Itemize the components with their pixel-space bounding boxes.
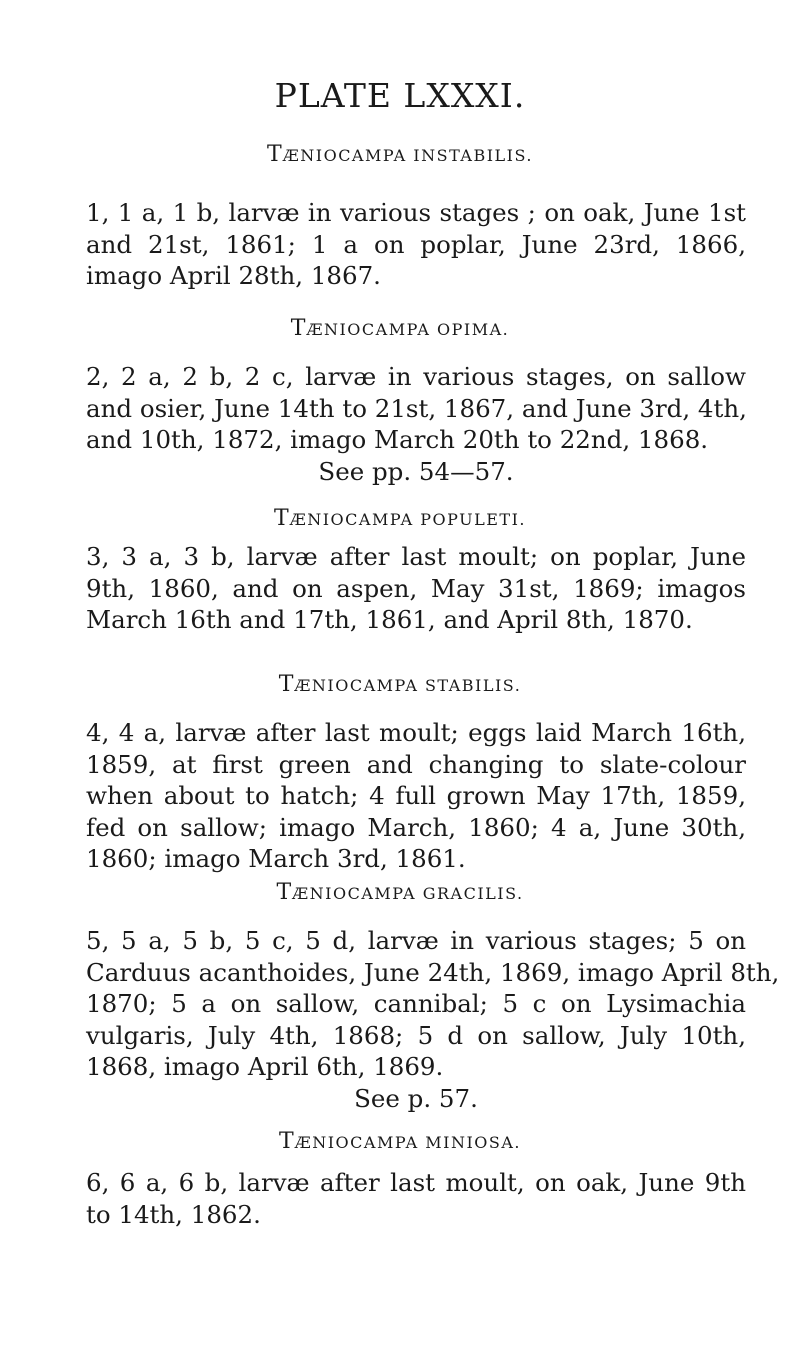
heading-rest: ÆNIOCAMPA POPULETI. [289, 510, 526, 529]
text-line: to 14th, 1862. [86, 1199, 261, 1229]
text-line: 1, 1 a, 1 b, larvæ in various stages ; on oak, June 1st [86, 198, 746, 227]
text-line: when about to hatch; 4 full grown May 17th, 1859, [86, 781, 746, 810]
species-heading-stabilis [0, 670, 800, 701]
species-heading-opima [0, 314, 800, 345]
heading-rest: ÆNIOCAMPA GRACILIS. [292, 884, 524, 903]
species-heading-miniosa [0, 1127, 800, 1158]
text-line: and 21st, 1861; 1 a on poplar, June 23rd, 1866, [86, 229, 746, 259]
paragraph-instabilis [86, 197, 746, 292]
heading-rest: ÆNIOCAMPA MINIOSA. [294, 1133, 521, 1152]
species-heading-gracilis [0, 878, 800, 909]
text-line: 5, 5 a, 5 b, 5 c, 5 d, larvæ in various stages; 5 on [86, 926, 746, 955]
heading-cap: T [276, 880, 293, 905]
paragraph-gracilis [86, 925, 780, 1114]
paragraph-miniosa [86, 1167, 746, 1230]
text-line: 3, 3 a, 3 b, larvæ after last moult; on poplar, June [86, 542, 746, 571]
heading-rest: ÆNIOCAMPA STABILIS. [294, 676, 522, 695]
text-line: 1868, imago April 6th, 1869. [86, 1052, 444, 1081]
heading-cap: T [279, 1129, 295, 1154]
see-reference: See p. 57. [354, 1083, 478, 1113]
species-heading-instabilis [0, 140, 800, 171]
plate-title: PLATE LXXXI. [274, 76, 526, 115]
text-line: and 10th, 1872, imago March 20th to 22nd, 1868. [86, 425, 709, 454]
see-reference: See pp. 54—57. [318, 456, 514, 486]
text-line: 4, 4 a, larvæ after last moult; eggs laid March 16th, [86, 718, 746, 747]
text-line: fed on sallow; imago March, 1860; 4 a, June 30th, [86, 812, 746, 842]
text-line: 1870; 5 a on sallow, cannibal; 5 c on Lysimachia [86, 989, 746, 1018]
species-heading-populeti [0, 504, 800, 535]
heading-cap: T [290, 316, 307, 341]
heading-cap: T [278, 672, 295, 697]
text-line: vulgaris, July 4th, 1868; 5 d on sallow, July 10th, [86, 1020, 746, 1050]
paragraph-stabilis [86, 717, 746, 875]
text-line: imago April 28th, 1867. [86, 261, 381, 290]
text-line: 9th, 1860, and on aspen, May 31st, 1869; imagos [86, 573, 746, 603]
text-line: 1859, at first green and changing to slate-colour [86, 749, 746, 779]
paragraph-populeti [86, 541, 746, 636]
heading-rest: ÆNIOCAMPA INSTABILIS. [282, 146, 533, 165]
text-line: 2, 2 a, 2 b, 2 c, larvæ in various stages, on sallow [86, 362, 746, 391]
heading-cap: T [274, 506, 290, 531]
text-line: March 16th and 17th, 1861, and April 8th, 1870. [86, 605, 693, 634]
text-line: Carduus acanthoides, June 24th, 1869, imago April 8th, [86, 957, 780, 987]
heading-rest: ÆNIOCAMPA OPIMA. [306, 320, 510, 339]
heading-cap: T [267, 142, 283, 167]
text-line: and osier, June 14th to 21st, 1867, and June 3rd, 4th, [86, 393, 747, 423]
text-line: 6, 6 a, 6 b, larvæ after last moult, on oak, June 9th [86, 1168, 746, 1197]
paragraph-opima [86, 361, 746, 487]
text-line: 1860; imago March 3rd, 1861. [86, 844, 466, 873]
